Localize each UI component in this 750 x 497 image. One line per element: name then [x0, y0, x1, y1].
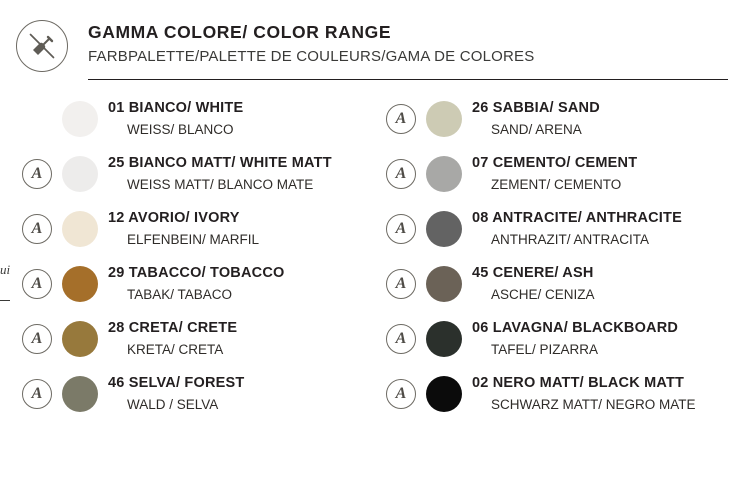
matt-finish-badge: A: [386, 269, 416, 299]
color-row[interactable]: [0, 96, 375, 151]
color-row[interactable]: [0, 206, 375, 261]
matt-finish-badge: A: [22, 214, 52, 244]
color-swatch[interactable]: [426, 321, 462, 357]
color-code: 07: [472, 155, 489, 171]
color-labels: [472, 209, 737, 249]
color-secondary-label: SCHWARZ MATT/ NEGRO MATE: [491, 396, 696, 412]
color-secondary-label: KRETA/ CRETA: [127, 341, 224, 357]
color-code: 02: [472, 375, 489, 391]
color-name: ANTRACITE/ ANTHRACITE: [488, 210, 682, 226]
color-code: 28: [108, 320, 125, 336]
color-labels: [108, 319, 373, 359]
right-column: [364, 96, 739, 426]
color-labels: [472, 374, 737, 414]
color-swatch[interactable]: [426, 376, 462, 412]
color-secondary-label: WEISS/ BLANCO: [127, 121, 234, 137]
color-labels: [472, 319, 737, 359]
margin-stray-text: ui: [0, 262, 11, 277]
color-row[interactable]: [0, 316, 375, 371]
color-labels: [108, 99, 373, 139]
color-swatch[interactable]: [62, 321, 98, 357]
color-primary-label: [108, 264, 373, 284]
color-row[interactable]: [364, 96, 739, 151]
color-primary-label: [108, 319, 373, 339]
color-code: 26: [472, 100, 489, 116]
color-labels: [108, 154, 373, 194]
color-secondary-label: WALD / SELVA: [127, 396, 219, 412]
color-name: BIANCO/ WHITE: [124, 100, 244, 116]
color-name: SABBIA/ SAND: [488, 100, 600, 116]
color-secondary-label: ZEMENT/ CEMENTO: [491, 176, 622, 192]
matt-finish-badge: A: [386, 324, 416, 354]
page-subtitle: FARBPALETTE/PALETTE DE COULEURS/GAMA DE COLORES: [88, 47, 535, 65]
color-primary-label: [108, 99, 373, 119]
color-labels: [108, 209, 373, 249]
color-labels: [472, 154, 737, 194]
color-labels: [472, 264, 737, 304]
color-name: CENERE/ ASH: [488, 265, 594, 281]
color-primary-label: [472, 374, 737, 394]
color-primary-label: [108, 154, 373, 174]
color-row[interactable]: [364, 151, 739, 206]
color-primary-label: [472, 154, 737, 174]
matt-finish-badge: A: [386, 379, 416, 409]
left-column: [0, 96, 375, 426]
color-swatch[interactable]: [62, 211, 98, 247]
color-name: TABACCO/ TOBACCO: [124, 265, 285, 281]
color-row[interactable]: [364, 371, 739, 426]
color-secondary-label: TABAK/ TABACO: [127, 286, 233, 302]
color-code: 25: [108, 155, 125, 171]
color-code: 06: [472, 320, 489, 336]
color-name: CEMENTO/ CEMENT: [488, 155, 638, 171]
color-labels: [472, 99, 737, 139]
color-labels: [108, 264, 373, 304]
color-primary-label: [472, 99, 737, 119]
matt-finish-badge: A: [386, 159, 416, 189]
color-secondary-label: SAND/ ARENA: [491, 121, 582, 137]
no-paint-roller-icon: [16, 20, 68, 72]
matt-finish-badge: A: [22, 269, 52, 299]
color-swatch[interactable]: [426, 266, 462, 302]
color-row[interactable]: [364, 206, 739, 261]
color-name: NERO MATT/ BLACK MATT: [488, 375, 685, 391]
header-text-block: [88, 22, 728, 66]
color-primary-label: [472, 209, 737, 229]
header-divider: [88, 79, 728, 80]
color-swatch[interactable]: [62, 376, 98, 412]
color-code: 01: [108, 100, 125, 116]
color-row[interactable]: [364, 316, 739, 371]
color-swatch[interactable]: [62, 101, 98, 137]
matt-finish-badge: A: [386, 104, 416, 134]
color-code: 12: [108, 210, 125, 226]
color-name: LAVAGNA/ BLACKBOARD: [488, 320, 679, 336]
color-name: AVORIO/ IVORY: [124, 210, 240, 226]
color-row[interactable]: [364, 261, 739, 316]
matt-finish-badge: A: [22, 159, 52, 189]
color-row[interactable]: [0, 371, 375, 426]
color-primary-label: [472, 264, 737, 284]
color-primary-label: [108, 374, 373, 394]
color-code: 08: [472, 210, 489, 226]
color-row[interactable]: [0, 261, 375, 316]
color-swatch[interactable]: [426, 211, 462, 247]
matt-finish-badge: A: [22, 379, 52, 409]
color-code: 29: [108, 265, 125, 281]
color-name: CRETA/ CRETE: [124, 320, 238, 336]
color-code: 46: [108, 375, 125, 391]
color-secondary-label: ANTHRAZIT/ ANTRACITA: [491, 231, 650, 247]
matt-finish-badge: A: [22, 324, 52, 354]
color-row[interactable]: [0, 151, 375, 206]
color-secondary-label: ELFENBEIN/ MARFIL: [127, 231, 260, 247]
color-swatch[interactable]: [426, 101, 462, 137]
color-code: 45: [472, 265, 489, 281]
page-title: GAMMA COLORE/ COLOR RANGE: [88, 22, 392, 42]
color-primary-label: [108, 209, 373, 229]
color-secondary-label: ASCHE/ CENIZA: [491, 286, 595, 302]
color-primary-label: [472, 319, 737, 339]
color-swatch[interactable]: [62, 266, 98, 302]
color-secondary-label: TAFEL/ PIZARRA: [491, 341, 599, 357]
color-name: BIANCO MATT/ WHITE MATT: [124, 155, 332, 171]
color-swatch[interactable]: [62, 156, 98, 192]
color-name: SELVA/ FOREST: [124, 375, 245, 391]
color-range-header: [0, 0, 750, 86]
color-labels: [108, 374, 373, 414]
color-swatch[interactable]: [426, 156, 462, 192]
matt-finish-badge: A: [386, 214, 416, 244]
color-secondary-label: WEISS MATT/ BLANCO MATE: [127, 176, 314, 192]
